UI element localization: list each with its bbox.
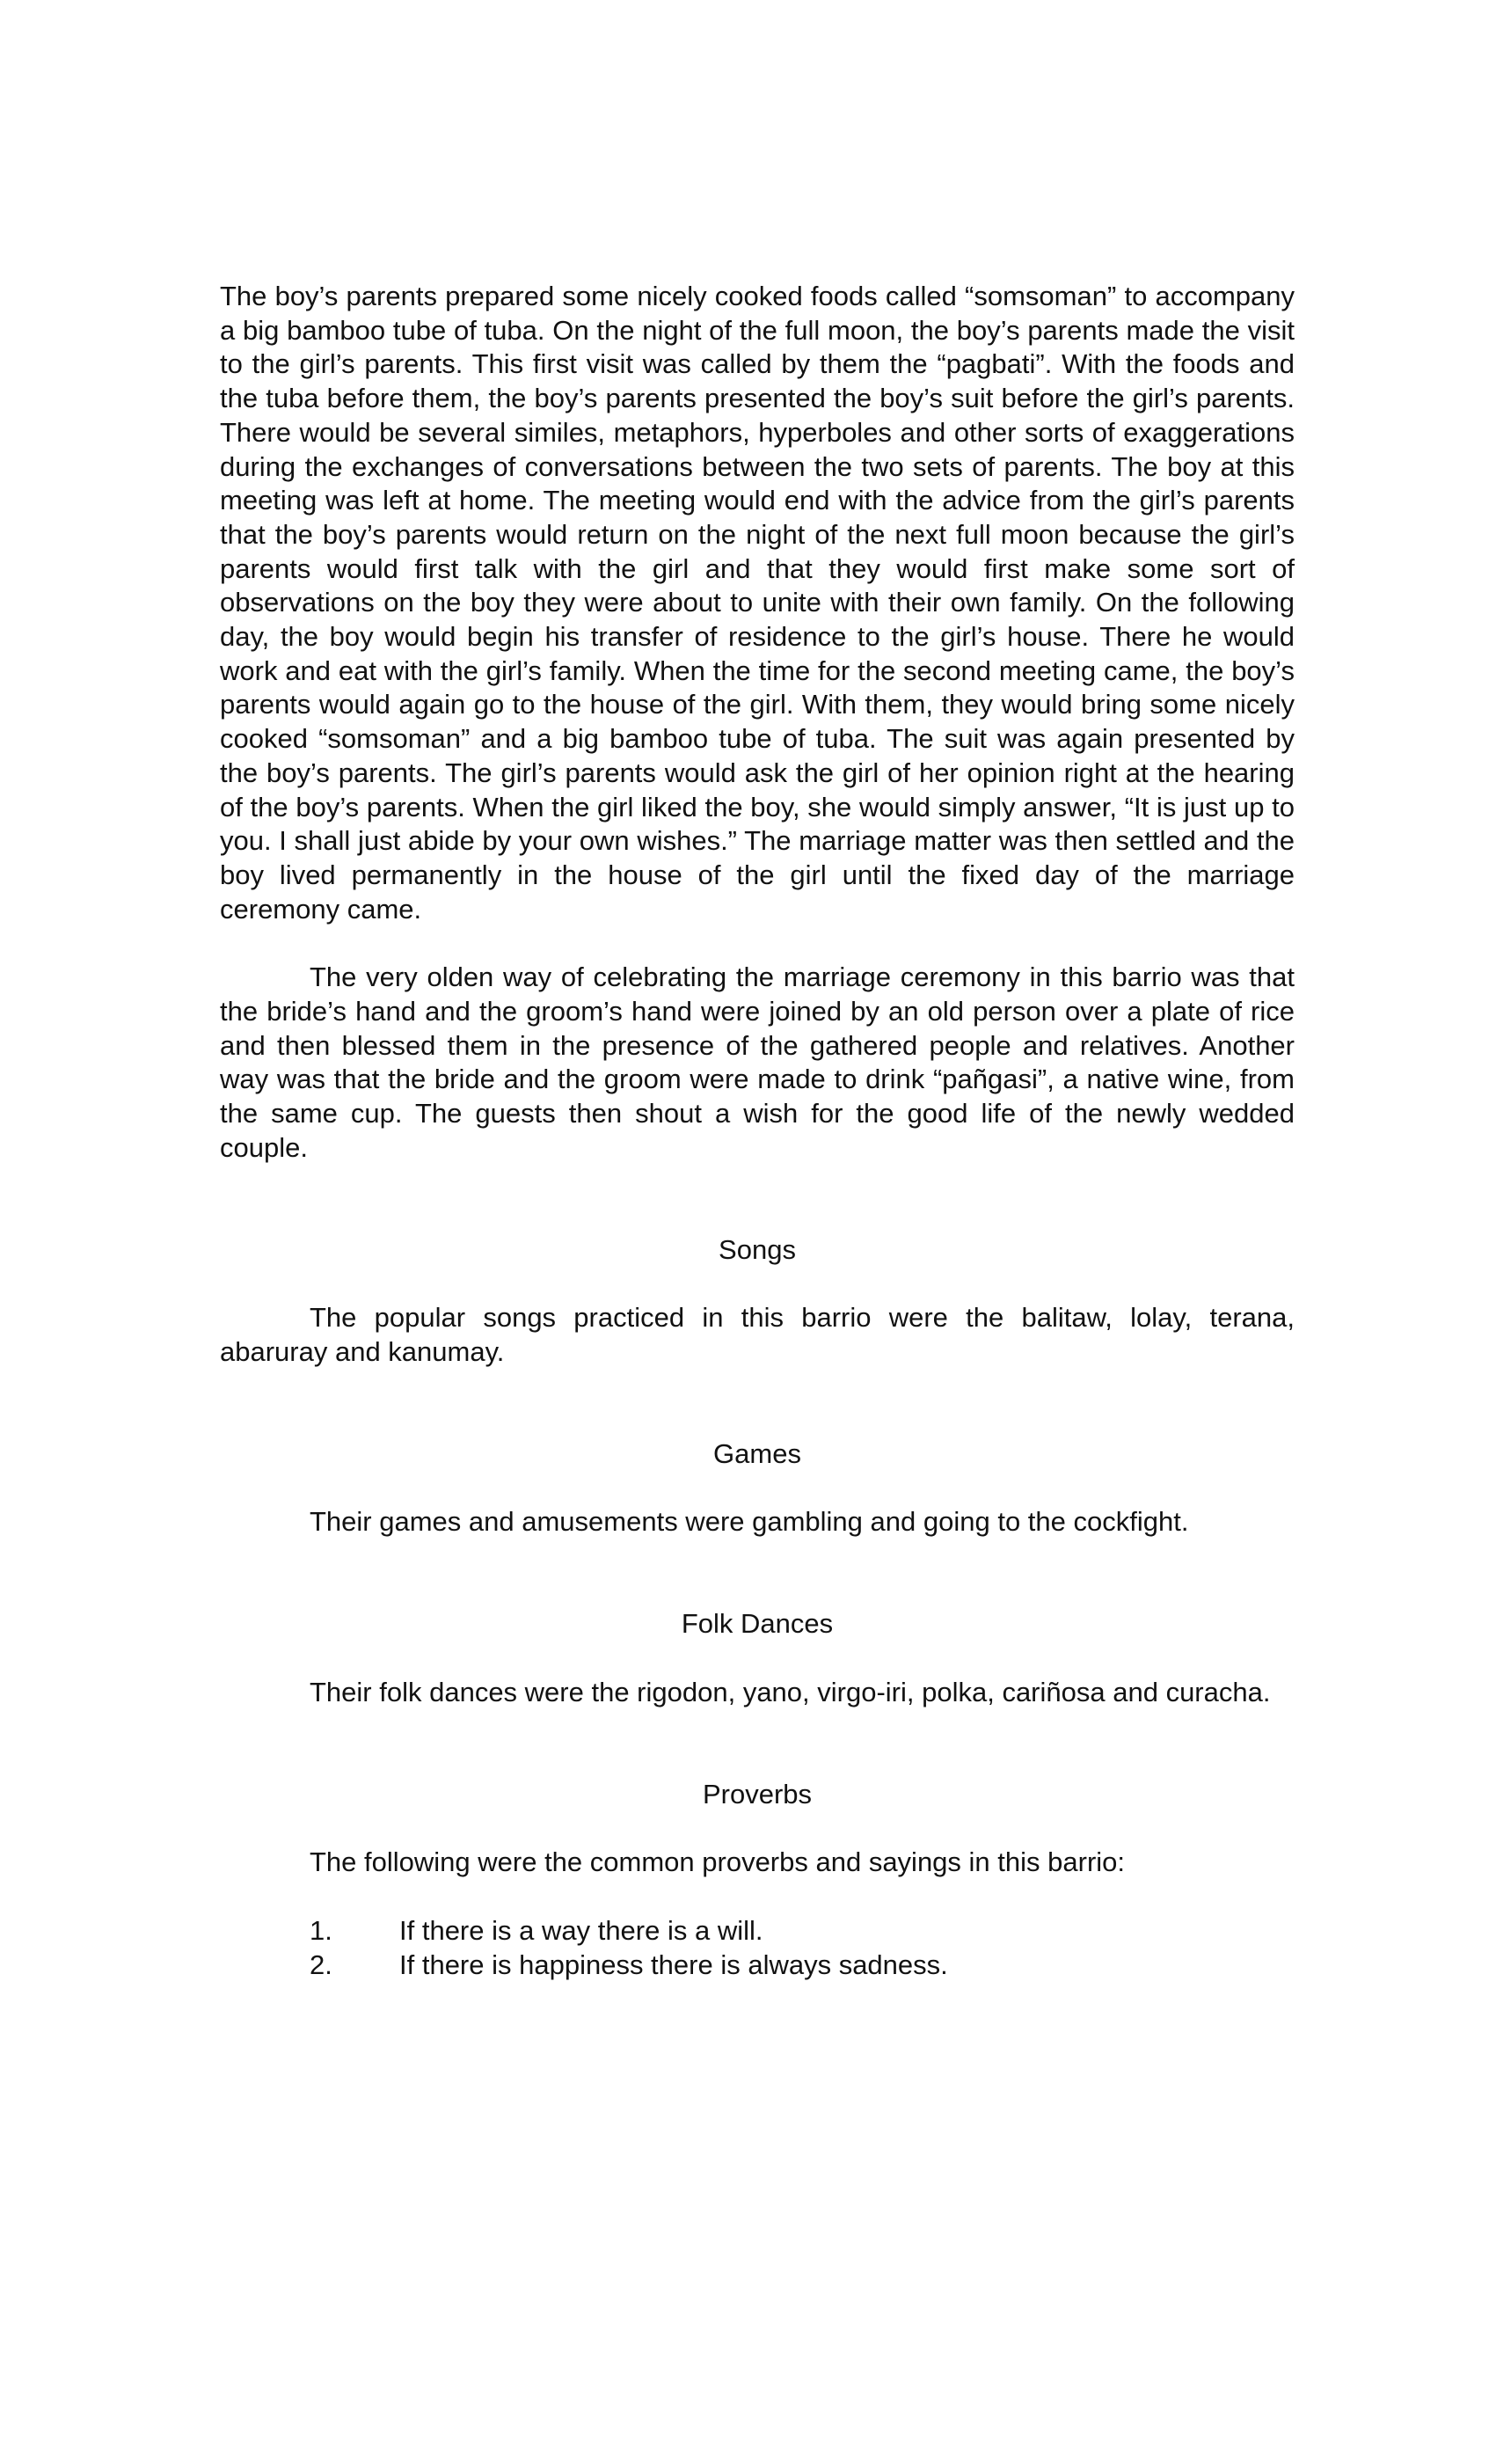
paragraph-games: Their games and amusements were gambling and going to the cockfight. bbox=[310, 1506, 1189, 1538]
paragraph-marriage-ceremony: The very olden way of celebrating the marriage ceremony in this barrio was that the bride’s hand and the groom’s hand were joined by an old person over a plate of rice and then blessed them in the presence of the gathered people and relatives. Another way was that the bride and the groom were made to drink “pañgasi”, a native wine, from the same cup. The guests then shout a wish for the good life of the newly wedded couple. bbox=[220, 961, 1295, 1163]
spacer bbox=[220, 1641, 1295, 1676]
list-item bbox=[220, 1949, 1295, 1983]
spacer bbox=[220, 1539, 1295, 1607]
spacer bbox=[220, 1370, 1295, 1437]
spacer bbox=[220, 1267, 1295, 1301]
list-item-text: If there is a way there is a will. bbox=[399, 1914, 763, 1946]
heading-proverbs: Proverbs bbox=[702, 1778, 813, 1810]
spacer bbox=[220, 1811, 1295, 1846]
spacer bbox=[220, 926, 1295, 961]
list-item-number: 1. bbox=[310, 1914, 332, 1946]
list-item-number: 2. bbox=[310, 1949, 332, 1980]
paragraph-folk-dances: Their folk dances were the rigodon, yano, virgo-iri, polka, cariñosa and curacha. bbox=[310, 1676, 1271, 1707]
heading-songs: Songs bbox=[719, 1233, 796, 1265]
paragraph-courtship: The boy’s parents prepared some nicely cooked foods called “somsoman” to accompany a big bamboo tube of tuba. On the night of the full moon, the boy’s parents made the visit to the girl’s parents. This first visit was called by them the “pagbati”. With the foods and the tuba before them, the boy’s parents presented the boy’s suit before the girl’s parents. There would be several similes, metaphors, hyperboles and other sorts of exaggerations during the exchanges of conversations between the two sets of parents. The boy at this meeting was left at home. The meeting would end with the advice from the girl’s parents that the boy’s parents would return on the night of the next full moon because the girl’s parents would first talk with the girl and that they would first make some sort of observations on the boy they were about to unite with their own family. On the following day, the boy would begin his transfer of residence to the girl’s house. There he would work and eat with the girl’s family. When the time for the second meeting came, the boy’s parents would again go to the house of the girl. With them, they would bring some nicely cooked “somsoman” and a big bamboo tube of tuba. The suit was again presented by the boy’s parents. The girl’s parents would ask the girl of her opinion right at the hearing of the boy’s parents. When the girl liked the boy, she would simply answer, “It is just up to you. I shall just abide by your own wishes.” The marriage matter was then settled and the boy lived permanently in the house of the girl until the fixed day of the marriage ceremony came. bbox=[220, 281, 1295, 925]
spacer bbox=[220, 1880, 1295, 1914]
paragraph-songs: The popular songs practiced in this barrio were the balitaw, lolay, terana, abaruray and kanumay. bbox=[220, 1302, 1295, 1367]
heading-folk-dances: Folk Dances bbox=[681, 1608, 834, 1640]
document-page bbox=[220, 280, 1295, 1982]
spacer bbox=[220, 1710, 1295, 1778]
proverbs-list bbox=[220, 1914, 1295, 1982]
spacer bbox=[220, 1166, 1295, 1233]
paragraph-proverbs: The following were the common proverbs and sayings in this barrio: bbox=[310, 1846, 1126, 1878]
heading-games: Games bbox=[713, 1437, 801, 1469]
list-item bbox=[220, 1914, 1295, 1949]
spacer bbox=[220, 1471, 1295, 1505]
list-item-text: If there is happiness there is always sadness. bbox=[399, 1949, 948, 1980]
